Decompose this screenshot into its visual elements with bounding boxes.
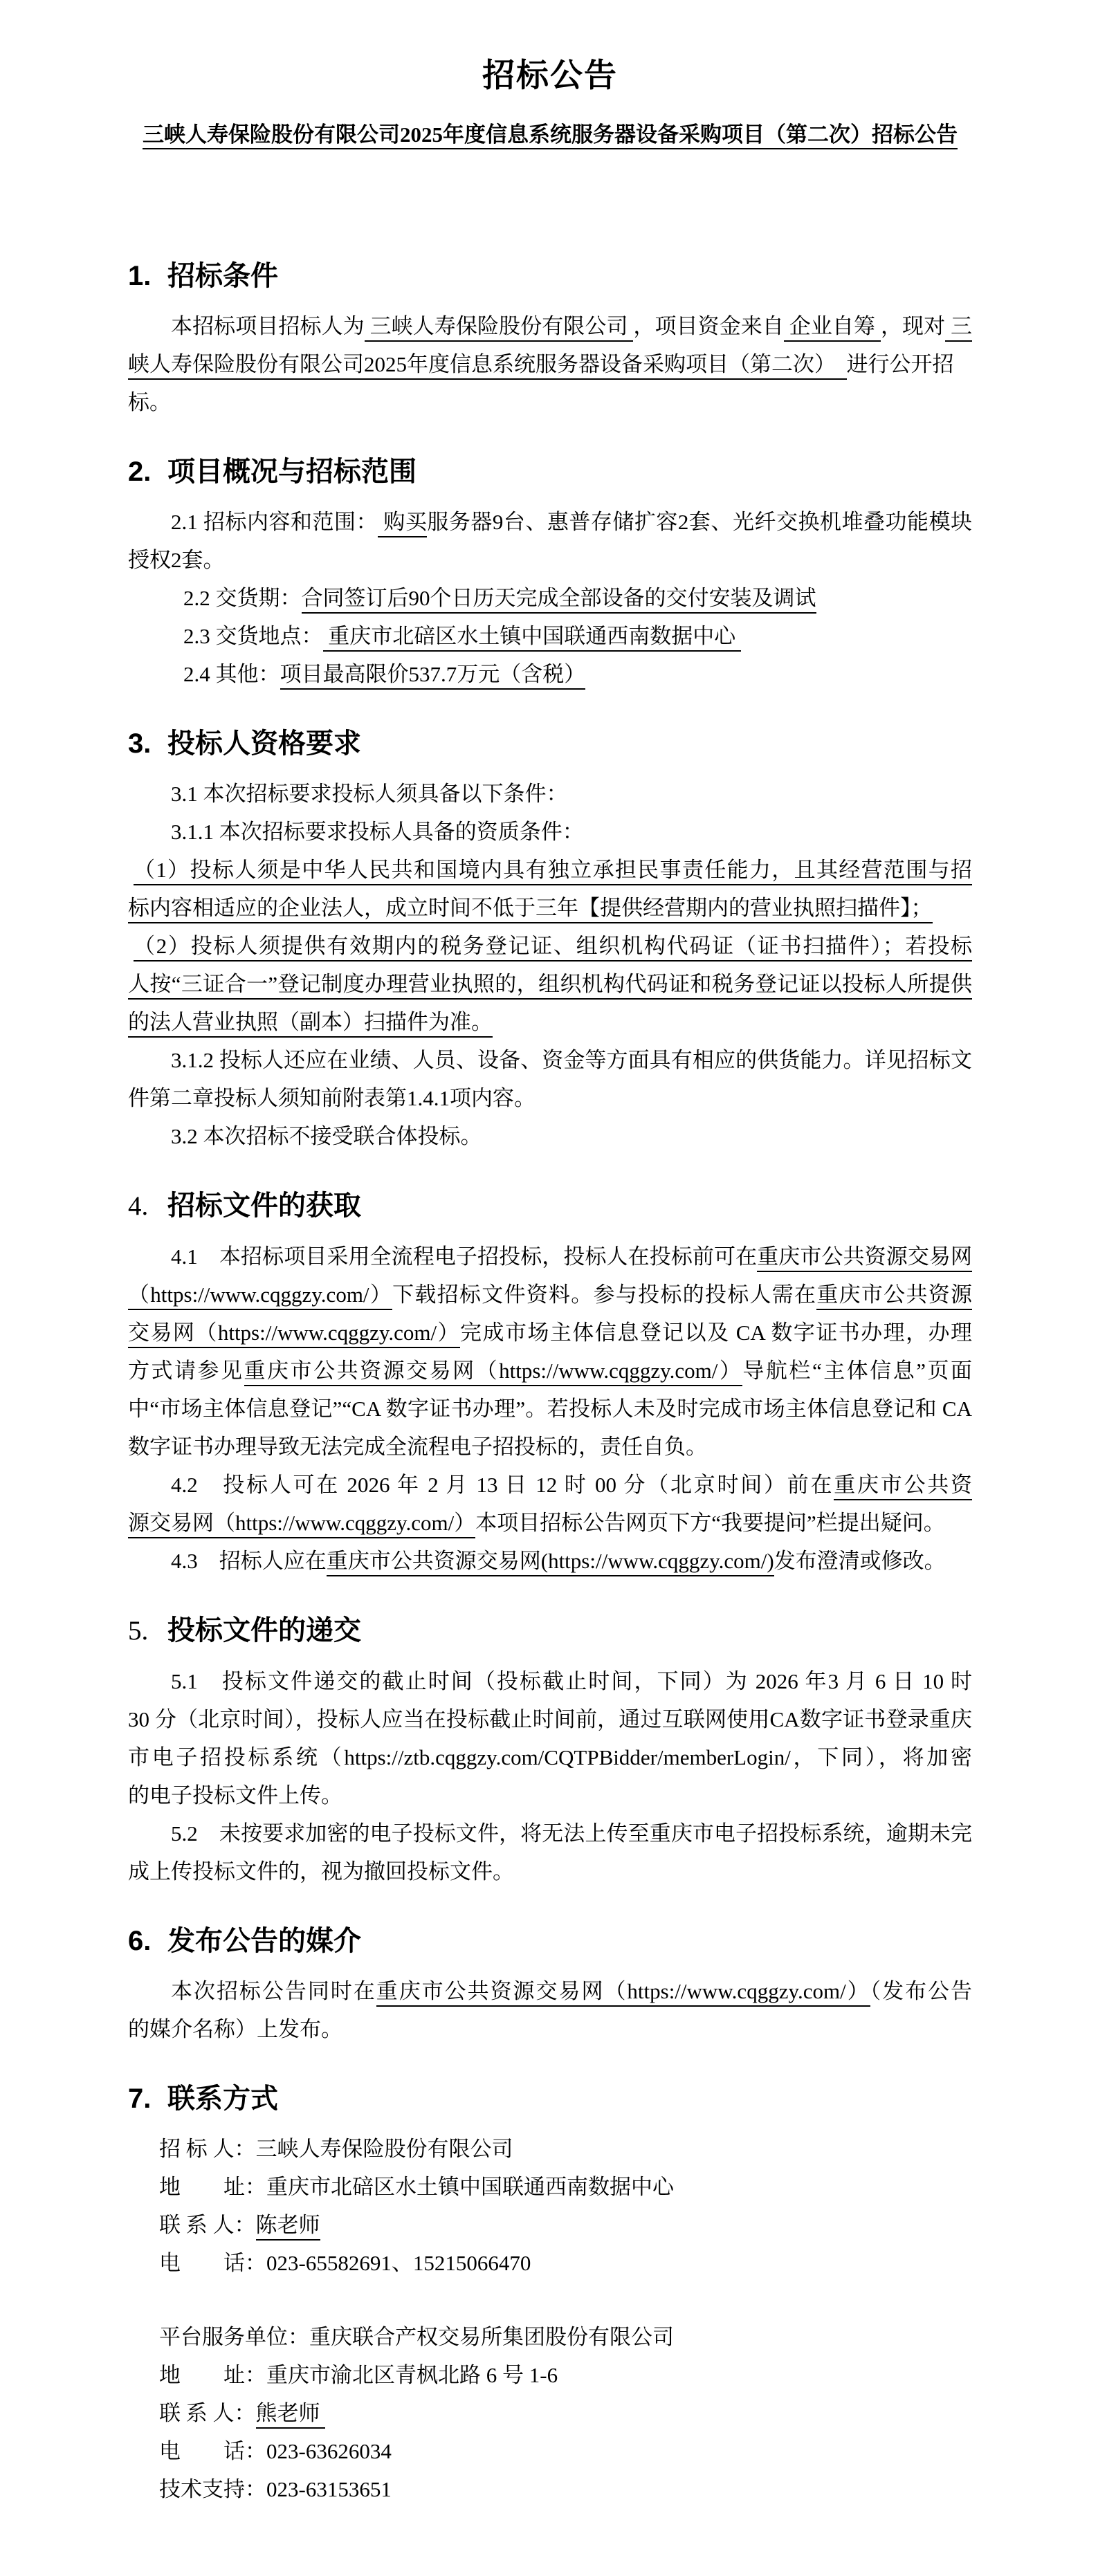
paragraph <box>128 2470 972 2508</box>
paragraph <box>128 851 972 927</box>
section-6 <box>128 1921 972 2048</box>
paragraph <box>128 775 972 813</box>
text-line <box>128 1117 972 1155</box>
text-line <box>128 1972 972 2010</box>
text-segment: 2.3 交货地点： <box>183 624 323 648</box>
text-segment: （发布公告 <box>870 1979 973 2003</box>
text-line <box>128 1390 972 1428</box>
section-title: 招标文件的获取 <box>167 1190 361 1221</box>
underlined-text: 项目最高限价537.7万元（含税） <box>280 662 586 690</box>
text-segment: 3.1.2 投标人还应在业绩、人员、设备、资金等方面具有相应的供货能力。详见招标文 <box>171 1048 972 1072</box>
text-line <box>128 617 972 655</box>
section-heading <box>128 1921 972 1961</box>
paragraph <box>128 927 972 1041</box>
document-body <box>128 256 972 2508</box>
text-segment: 地 址：重庆市渝北区青枫北路 6 号 1-6 <box>159 2363 558 2387</box>
text-segment: 本招标项目招标人为 <box>171 314 365 338</box>
underlined-text: 企业自筹 <box>784 314 881 342</box>
text-segment: 下载招标文件资料。参与投标的投标人需在 <box>392 1282 817 1307</box>
underlined-text: （2）投标人须提供有效期内的税务登记证、组织机构代码证（证书扫描件）；若投标 <box>134 934 972 962</box>
paragraph <box>128 813 972 851</box>
paragraph <box>128 2432 972 2470</box>
text-segment: 2.2 交货期： <box>183 586 302 610</box>
text-segment: 电 话：023-65582691、15215066470 <box>159 2251 531 2275</box>
underlined-text: 陈老师 <box>256 2213 320 2241</box>
text-segment: 的媒介名称）上发布。 <box>128 2017 342 2041</box>
section-heading <box>128 1610 972 1651</box>
text-segment: 4.2 投标人可在 2026 年 2 月 13 日 12 时 00 分（北京时间）前在 <box>171 1473 834 1497</box>
text-segment: 中“市场主体信息登记”“CA 数字证书办理”。若投标人未及时完成市场主体信息登记和 CA <box>128 1397 972 1421</box>
section-number: 6. <box>128 1926 152 1956</box>
text-line <box>128 2168 972 2206</box>
section-title: 投标文件的递交 <box>167 1615 361 1646</box>
section-1 <box>128 256 972 421</box>
text-line <box>128 965 972 1003</box>
text-line <box>128 889 972 927</box>
text-segment: 授权2套。 <box>128 548 225 572</box>
text-segment: ，现对 <box>880 314 946 338</box>
text-segment: 本次招标公告同时在 <box>171 1979 376 2003</box>
underlined-text: 人按“三证合一”登记制度办理营业执照的，组织机构代码证和税务登记证以投标人所提供 <box>128 972 972 1000</box>
underlined-text: （1）投标人须是中华人民共和国境内具有独立承担民事责任能力，且其经营范围与招 <box>134 858 972 885</box>
underlined-text: 标内容相适应的企业法人，成立时间不低于三年【提供经营期内的营业执照扫描件】； <box>128 896 933 923</box>
underlined-text: 的法人营业执照（副本）扫描件为准。 <box>128 1010 493 1038</box>
text-segment: 地 址：重庆市北碚区水土镇中国联通西南数据中心 <box>159 2175 674 2199</box>
paragraph <box>128 2168 972 2206</box>
paragraph <box>128 2206 972 2244</box>
section-3 <box>128 724 972 1155</box>
section-7 <box>128 2079 972 2508</box>
paragraph <box>128 655 972 693</box>
paragraph <box>128 2356 972 2394</box>
underlined-text: （https://www.cqggzy.com/） <box>128 1282 392 1310</box>
underlined-text: 重庆市公共资源交易网（https://www.cqggzy.com/） <box>244 1359 743 1386</box>
text-segment: 件第二章投标人须知前附表第1.4.1项内容。 <box>128 1086 536 1110</box>
text-segment: 联 系 人： <box>159 2213 256 2237</box>
text-line <box>128 1041 972 1079</box>
paragraph <box>128 307 972 421</box>
underlined-text: 重庆市公共资源交易网 <box>757 1244 972 1272</box>
section-number: 2. <box>128 457 152 487</box>
underlined-text: 重庆市公共资源交易网(https://www.cqggzy.com/) <box>327 1549 774 1576</box>
section-title: 招标条件 <box>167 261 278 291</box>
text-segment: 30 分（北京时间），投标人应当在投标截止时间前，通过互联网使用CA数字证书登录重庆 <box>128 1707 972 1731</box>
paragraph <box>128 1238 972 1466</box>
text-segment: 导航栏“主体信息”页面 <box>742 1359 973 1383</box>
text-line <box>128 1352 972 1390</box>
text-segment: 完成市场主体信息登记以及 CA 数字证书办理，办理 <box>460 1321 972 1345</box>
section-number: 3. <box>128 728 152 759</box>
text-line <box>128 1466 972 1504</box>
text-segment: 招 标 人：三峡人寿保险股份有限公司 <box>159 2137 513 2161</box>
section-heading <box>128 2079 972 2119</box>
text-line <box>128 579 972 617</box>
text-segment: 技术支持：023-63153651 <box>159 2477 392 2501</box>
text-line <box>128 1738 972 1776</box>
text-line <box>128 2130 972 2168</box>
underlined-text: 峡人寿保险股份有限公司2025年度信息系统服务器设备采购项目（第二次） <box>128 352 847 380</box>
text-segment: 3.1.1 本次招标要求投标人具备的资质条件： <box>171 820 584 844</box>
paragraph <box>128 2394 972 2432</box>
text-segment: 服务器9台、惠普存储扩容2套、光纤交换机堆叠功能模块 <box>427 510 973 534</box>
document-subtitle-text: 三峡人寿保险股份有限公司2025年度信息系统服务器设备采购项目（第二次）招标公告 <box>143 122 958 149</box>
underlined-text: 重庆市公共资源交易网（https://www.cqggzy.com/） <box>376 1979 870 2007</box>
paragraph <box>128 1542 972 1580</box>
text-line <box>128 1314 972 1352</box>
section-heading <box>128 724 972 764</box>
text-line <box>128 655 972 693</box>
paragraph <box>128 2130 972 2168</box>
text-segment: 联 系 人： <box>159 2401 256 2425</box>
text-line <box>128 307 972 345</box>
document-subtitle <box>128 119 972 151</box>
text-line <box>128 2432 972 2470</box>
text-segment: 成上传投标文件的，视为撤回投标文件。 <box>128 1859 514 1884</box>
underlined-text: 购买 <box>378 510 427 537</box>
text-segment: 平台服务单位：重庆联合产权交易所集团股份有限公司 <box>159 2325 674 2349</box>
text-line <box>128 2318 972 2356</box>
text-line <box>128 2010 972 2048</box>
section-title: 项目概况与招标范围 <box>167 457 417 487</box>
text-segment: 3.1 本次招标要求投标人须具备以下条件： <box>171 782 568 806</box>
section-5 <box>128 1610 972 1890</box>
section-number: 1. <box>128 261 152 291</box>
text-segment: 进行公开招标。 <box>128 352 954 414</box>
text-segment: 4.1 本招标项目采用全流程电子招投标，投标人在投标前可在 <box>171 1244 758 1269</box>
paragraph <box>128 503 972 579</box>
text-line <box>128 775 972 813</box>
text-line <box>128 813 972 851</box>
section-heading <box>128 452 972 492</box>
underlined-text: 合同签订后90个日历天完成全部设备的交付安装及调试 <box>302 586 816 614</box>
text-line <box>128 1238 972 1276</box>
underlined-text: 三 <box>945 314 972 342</box>
text-segment: 3.2 本次招标不接受联合体投标。 <box>171 1124 482 1148</box>
paragraph <box>128 579 972 617</box>
text-line <box>128 927 972 965</box>
text-line <box>128 503 972 541</box>
underlined-text: 交易网（https://www.cqggzy.com/） <box>128 1321 460 1348</box>
paragraph <box>128 2244 972 2282</box>
paragraph <box>128 617 972 655</box>
underlined-text: 重庆市公共资源 <box>816 1282 972 1310</box>
paragraph <box>128 1662 972 1814</box>
text-line <box>128 345 972 421</box>
section-4 <box>128 1186 972 1580</box>
text-segment: 电 话：023-63626034 <box>159 2439 392 2463</box>
text-line <box>128 2244 972 2282</box>
document-title: 招标公告 <box>482 58 618 94</box>
section-number: 7. <box>128 2083 152 2114</box>
text-line <box>128 541 972 579</box>
text-line <box>128 1776 972 1814</box>
underlined-text: 三峡人寿保险股份有限公司 <box>365 314 634 342</box>
text-line <box>128 1814 972 1852</box>
text-line <box>128 2206 972 2244</box>
paragraph <box>128 1117 972 1155</box>
text-segment: 的电子投标文件上传。 <box>128 1783 342 1807</box>
text-line <box>128 2394 972 2432</box>
section-number: 5. <box>128 1616 149 1646</box>
underlined-text: 重庆市北碚区水土镇中国联通西南数据中心 <box>323 624 742 652</box>
section-title: 发布公告的媒介 <box>167 1926 361 1956</box>
text-line <box>128 1079 972 1117</box>
text-line <box>128 1276 972 1314</box>
section-heading <box>128 256 972 296</box>
text-segment: 发布澄清或修改。 <box>774 1549 946 1573</box>
text-line <box>128 1852 972 1890</box>
text-segment: 5.2 未按要求加密的电子投标文件，将无法上传至重庆市电子招投标系统，逾期未完 <box>171 1821 972 1846</box>
text-segment: 市电子招投标系统（https://ztb.cqggzy.com/CQTPBidder/memberLogin/，下同），将加密 <box>128 1745 972 1769</box>
text-segment: 4.3 招标人应在 <box>171 1549 327 1573</box>
text-line <box>128 1542 972 1580</box>
section-2 <box>128 452 972 693</box>
text-line <box>128 1504 972 1542</box>
underlined-text: 重庆市公共资 <box>834 1473 972 1500</box>
paragraph <box>128 1814 972 1890</box>
underlined-text: 熊老师 <box>256 2401 326 2429</box>
text-line <box>128 1428 972 1466</box>
text-line <box>128 2356 972 2394</box>
text-line <box>128 1662 972 1700</box>
paragraph <box>128 1041 972 1117</box>
text-segment: 方式请参见 <box>128 1359 244 1383</box>
text-line <box>128 851 972 889</box>
text-segment: ，项目资金来自 <box>633 314 784 338</box>
text-segment: 5.1 投标文件递交的截止时间（投标截止时间，下同）为 2026 年3 月 6 日 10 时 <box>171 1669 972 1693</box>
text-line <box>128 1700 972 1738</box>
section-heading <box>128 1186 972 1226</box>
text-segment: 本项目招标公告网页下方“我要提问”栏提出疑问。 <box>475 1511 945 1535</box>
paragraph <box>128 1466 972 1542</box>
paragraph <box>128 2318 972 2356</box>
section-title: 联系方式 <box>167 2083 278 2114</box>
underlined-text: 源交易网（https://www.cqggzy.com/） <box>128 1511 475 1538</box>
text-segment: 2.4 其他： <box>183 662 280 686</box>
text-segment: 2.1 招标内容和范围： <box>171 510 378 534</box>
section-title: 投标人资格要求 <box>167 728 361 759</box>
text-line <box>128 2470 972 2508</box>
text-segment: 数字证书办理导致无法完成全流程电子招投标的，责任自负。 <box>128 1435 707 1459</box>
section-number: 4. <box>128 1191 149 1221</box>
paragraph <box>128 1972 972 2048</box>
text-line <box>128 1003 972 1041</box>
